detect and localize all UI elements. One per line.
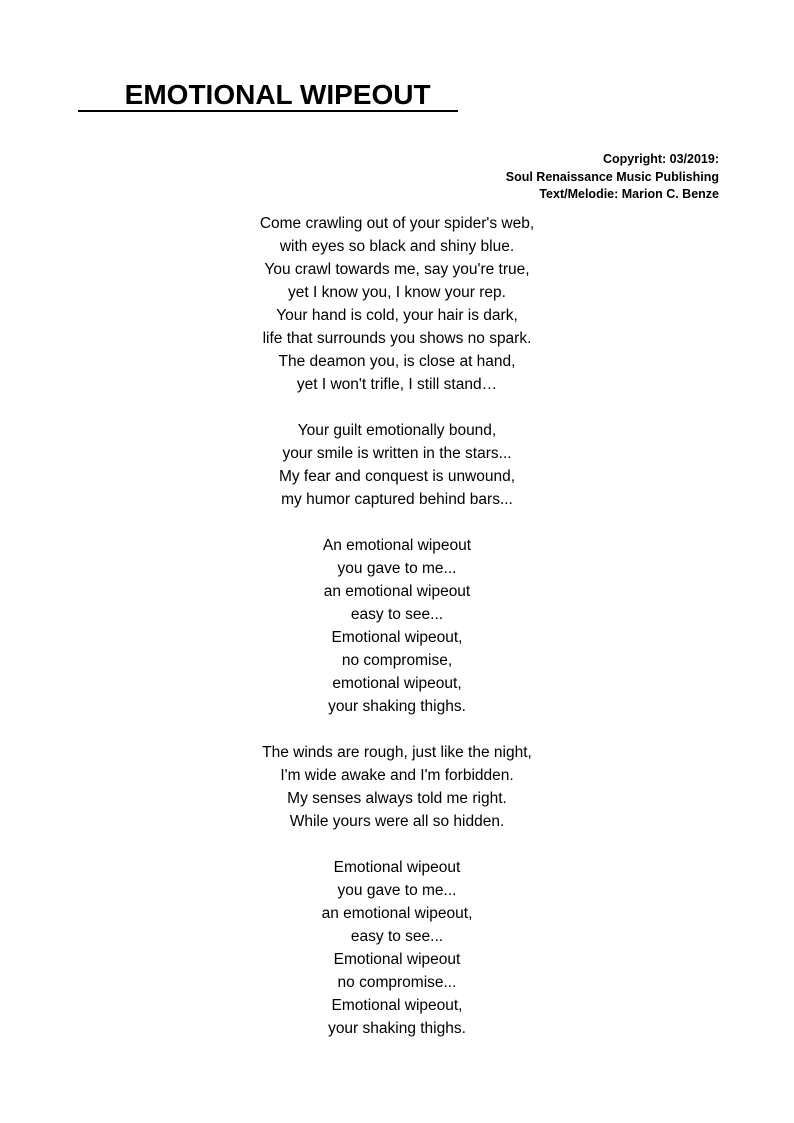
lyric-line: emotional wipeout, bbox=[332, 675, 462, 692]
author-credit: Text/Melodie: Marion C. Benze bbox=[539, 187, 719, 201]
lyric-line: Come crawling out of your spider's web, bbox=[259, 215, 535, 232]
lyric-line: An emotional wipeout bbox=[322, 537, 472, 554]
lyric-line: my humor captured behind bars... bbox=[281, 491, 513, 508]
lyric-line: no compromise, bbox=[341, 652, 453, 669]
lyric-line: I'm wide awake and I'm forbidden. bbox=[280, 767, 514, 784]
lyric-line: yet I won't trifle, I still stand… bbox=[296, 376, 498, 393]
lyric-line: with eyes so black and shiny blue. bbox=[279, 238, 515, 255]
lyric-line: you gave to me... bbox=[337, 882, 457, 899]
copyright-block bbox=[506, 151, 719, 204]
lyric-line: Emotional wipeout, bbox=[331, 629, 463, 646]
lyric-line: your shaking thighs. bbox=[328, 1020, 466, 1037]
lyric-line: easy to see... bbox=[350, 928, 444, 945]
stanza-verse-1 bbox=[0, 212, 794, 396]
lyrics bbox=[0, 212, 794, 1063]
stanza-verse-2 bbox=[0, 419, 794, 511]
lyric-line: While yours were all so hidden. bbox=[289, 813, 505, 830]
publisher: Soul Renaissance Music Publishing bbox=[505, 169, 719, 184]
lyric-line: Your hand is cold, your hair is dark, bbox=[276, 307, 518, 324]
stanza-chorus-2 bbox=[0, 856, 794, 1040]
lyric-line: an emotional wipeout, bbox=[321, 905, 473, 922]
lyric-line: your shaking thighs. bbox=[328, 698, 466, 715]
stanza-verse-3 bbox=[0, 741, 794, 833]
lyric-line: easy to see... bbox=[350, 606, 444, 623]
page-title: EMOTIONAL WIPEOUT bbox=[78, 80, 458, 112]
lyric-line: You crawl towards me, say you're true, bbox=[264, 261, 530, 278]
lyric-line: Emotional wipeout bbox=[333, 951, 461, 968]
lyric-line: My senses always told me right. bbox=[287, 790, 507, 807]
lyric-line: My fear and conquest is unwound, bbox=[278, 468, 516, 485]
lyric-line: yet I know you, I know your rep. bbox=[288, 284, 506, 301]
lyric-line: The winds are rough, just like the night, bbox=[262, 744, 532, 761]
lyric-line: life that surrounds you shows no spark. bbox=[262, 330, 532, 347]
lyric-line: Your guilt emotionally bound, bbox=[297, 422, 497, 439]
lyric-line: Emotional wipeout bbox=[333, 859, 461, 876]
lyric-line: no compromise... bbox=[337, 974, 457, 991]
stanza-chorus-1 bbox=[0, 534, 794, 718]
lyric-line: an emotional wipeout bbox=[323, 583, 471, 600]
lyric-line: The deamon you, is close at hand, bbox=[278, 353, 516, 370]
lyric-line: you gave to me... bbox=[337, 560, 457, 577]
lyric-line: your smile is written in the stars... bbox=[282, 445, 512, 462]
copyright-date: Copyright: 03/2019: bbox=[602, 152, 719, 166]
lyric-line: Emotional wipeout, bbox=[331, 997, 463, 1014]
